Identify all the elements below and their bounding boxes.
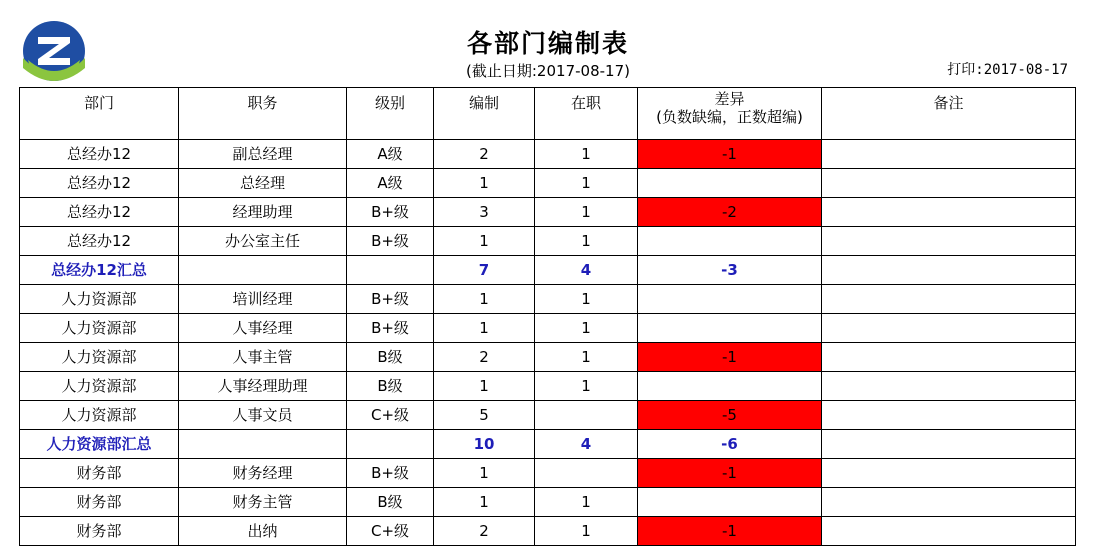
table-row: [20, 198, 1076, 227]
cell-position: [179, 430, 347, 459]
cell-position: 人事主管: [179, 343, 347, 372]
cell-position: 人事经理: [179, 314, 347, 343]
cell-level: A级: [347, 140, 434, 169]
cell-position: 出纳: [179, 517, 347, 546]
cell-quota: 1: [434, 372, 535, 401]
cell-notes: [822, 285, 1076, 314]
summary-row: [20, 256, 1076, 285]
cell-dept: 总经办12: [20, 198, 179, 227]
cell-dept: 总经办12: [20, 227, 179, 256]
cell-level: A级: [347, 169, 434, 198]
cell-diff: -1: [638, 343, 822, 372]
header-diff-note: (负数缺编，正数超编): [656, 108, 803, 126]
cell-onjob: 1: [535, 372, 638, 401]
cell-quota: 2: [434, 140, 535, 169]
cell-diff: [638, 285, 822, 314]
header-level: 级别: [347, 88, 434, 140]
cell-level: B+级: [347, 198, 434, 227]
cell-notes: [822, 140, 1076, 169]
cell-level: B+级: [347, 285, 434, 314]
cell-level: B级: [347, 372, 434, 401]
cell-notes: [822, 314, 1076, 343]
cell-level: B+级: [347, 459, 434, 488]
header-quota: 编制: [434, 88, 535, 140]
table-row: [20, 517, 1076, 546]
cell-onjob: 1: [535, 488, 638, 517]
cell-quota: 1: [434, 227, 535, 256]
cell-notes: [822, 169, 1076, 198]
cell-dept: 总经办12: [20, 140, 179, 169]
cell-diff: [638, 169, 822, 198]
header-notes: 备注: [822, 88, 1076, 140]
table-row: [20, 401, 1076, 430]
cell-diff: -2: [638, 198, 822, 227]
staffing-table: [19, 87, 1076, 546]
cell-notes: [822, 488, 1076, 517]
cell-onjob: 4: [535, 256, 638, 285]
cell-dept: 财务部: [20, 517, 179, 546]
cell-quota: 1: [434, 314, 535, 343]
cell-onjob: 1: [535, 140, 638, 169]
cell-position: 办公室主任: [179, 227, 347, 256]
cell-notes: [822, 459, 1076, 488]
cell-notes: [822, 430, 1076, 459]
print-date: 打印:2017-08-17: [947, 62, 1068, 78]
cell-position: 人事文员: [179, 401, 347, 430]
cell-diff: -6: [638, 430, 822, 459]
cell-dept: 总经办12汇总: [20, 256, 179, 285]
cell-notes: [822, 343, 1076, 372]
cell-diff: -1: [638, 140, 822, 169]
cell-onjob: [535, 401, 638, 430]
cell-quota: 1: [434, 459, 535, 488]
cell-diff: -1: [638, 517, 822, 546]
table-row: [20, 372, 1076, 401]
cell-quota: 5: [434, 401, 535, 430]
cell-level: B+级: [347, 314, 434, 343]
cell-diff: -5: [638, 401, 822, 430]
table-row: [20, 169, 1076, 198]
cell-onjob: [535, 459, 638, 488]
cell-level: B级: [347, 488, 434, 517]
cell-quota: 7: [434, 256, 535, 285]
cell-position: 财务经理: [179, 459, 347, 488]
cell-level: B+级: [347, 227, 434, 256]
page-title: 各部门编制表: [466, 29, 629, 58]
cell-diff: -3: [638, 256, 822, 285]
table-row: [20, 227, 1076, 256]
cell-dept: 总经办12: [20, 169, 179, 198]
cell-onjob: 1: [535, 285, 638, 314]
cell-onjob: 1: [535, 517, 638, 546]
cell-diff: [638, 372, 822, 401]
header-diff: [638, 88, 822, 140]
cell-onjob: 4: [535, 430, 638, 459]
cell-notes: [822, 401, 1076, 430]
table-row: [20, 343, 1076, 372]
cell-onjob: 1: [535, 169, 638, 198]
cell-onjob: 1: [535, 227, 638, 256]
cell-quota: 3: [434, 198, 535, 227]
cell-position: 总经理: [179, 169, 347, 198]
cell-dept: 人力资源部: [20, 314, 179, 343]
header-dept: 部门: [20, 88, 179, 140]
table-row: [20, 488, 1076, 517]
table-row: [20, 314, 1076, 343]
cell-position: 财务主管: [179, 488, 347, 517]
cell-onjob: 1: [535, 314, 638, 343]
cell-notes: [822, 256, 1076, 285]
cell-notes: [822, 227, 1076, 256]
cell-quota: 1: [434, 169, 535, 198]
cell-quota: 10: [434, 430, 535, 459]
cell-dept: 人力资源部: [20, 285, 179, 314]
cell-onjob: 1: [535, 343, 638, 372]
cell-diff: [638, 488, 822, 517]
cell-level: C+级: [347, 517, 434, 546]
cell-dept: 财务部: [20, 488, 179, 517]
table-row: [20, 140, 1076, 169]
cell-position: 培训经理: [179, 285, 347, 314]
cell-quota: 2: [434, 343, 535, 372]
cell-position: 副总经理: [179, 140, 347, 169]
cell-level: [347, 430, 434, 459]
cell-quota: 2: [434, 517, 535, 546]
cell-dept: 人力资源部: [20, 343, 179, 372]
cell-notes: [822, 198, 1076, 227]
cell-diff: -1: [638, 459, 822, 488]
cell-dept: 人力资源部汇总: [20, 430, 179, 459]
table-row: [20, 285, 1076, 314]
cell-diff: [638, 227, 822, 256]
header-row: [20, 88, 1076, 140]
header-onjob: 在职: [535, 88, 638, 140]
table-row: [20, 459, 1076, 488]
cell-onjob: 1: [535, 198, 638, 227]
cell-position: [179, 256, 347, 285]
cell-dept: 人力资源部: [20, 401, 179, 430]
cutoff-date: (截止日期:2017-08-17): [466, 62, 630, 80]
cell-diff: [638, 314, 822, 343]
cell-dept: 财务部: [20, 459, 179, 488]
cell-level: C+级: [347, 401, 434, 430]
cell-notes: [822, 517, 1076, 546]
cell-level: [347, 256, 434, 285]
cell-position: 人事经理助理: [179, 372, 347, 401]
cell-position: 经理助理: [179, 198, 347, 227]
summary-row: [20, 430, 1076, 459]
cell-level: B级: [347, 343, 434, 372]
header-diff-title: 差异: [714, 90, 745, 108]
cell-notes: [822, 372, 1076, 401]
cell-quota: 1: [434, 488, 535, 517]
header-position: 职务: [179, 88, 347, 140]
cell-dept: 人力资源部: [20, 372, 179, 401]
cell-quota: 1: [434, 285, 535, 314]
